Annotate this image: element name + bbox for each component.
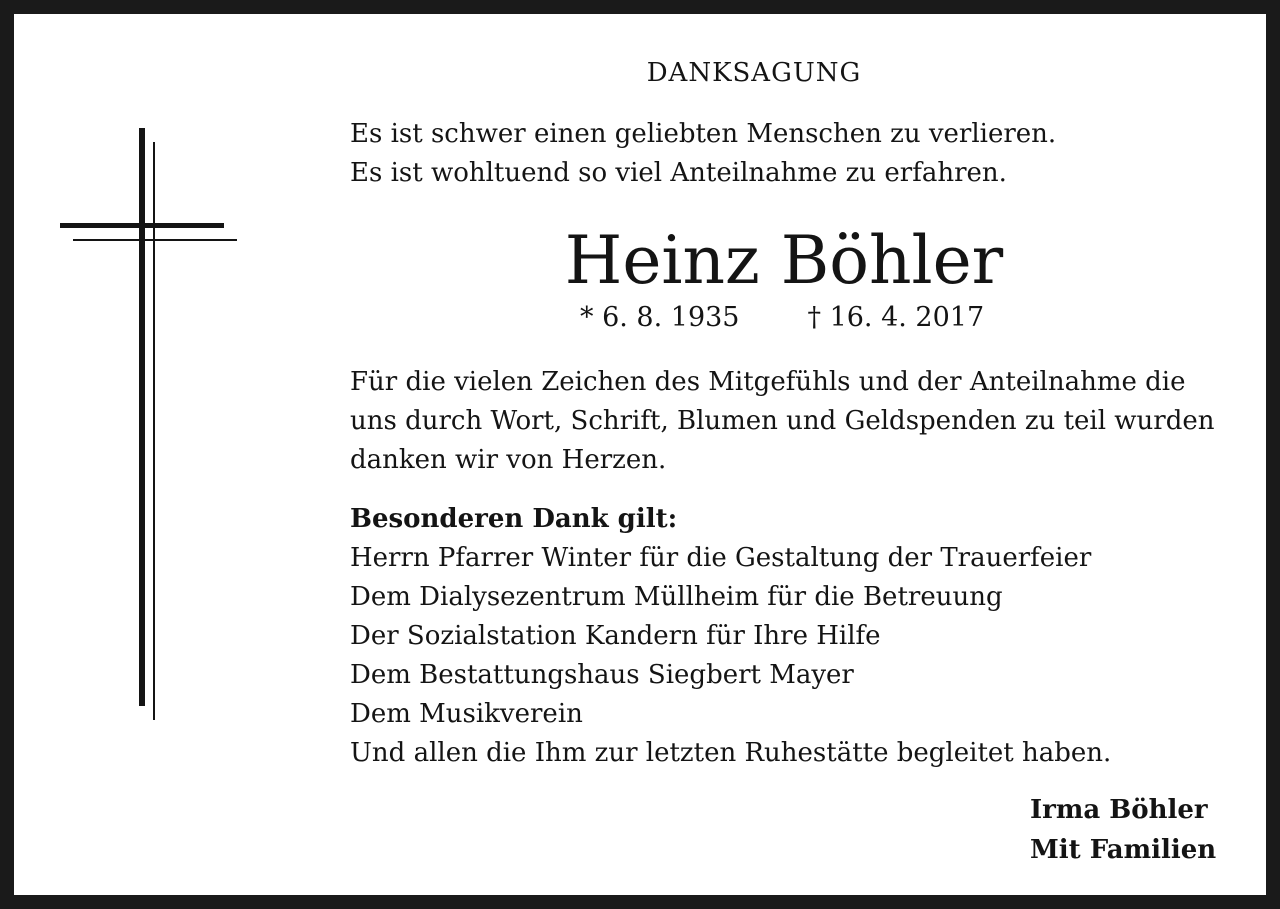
- life-dates: [580, 302, 984, 333]
- cross-vertical-bar: [139, 128, 145, 706]
- intro-line: Es ist wohltuend so viel Anteilnahme zu erfahren.: [350, 158, 1007, 188]
- cross-vertical-shadow-line: [153, 142, 155, 720]
- special-thanks-title: Besonderen Dank gilt:: [350, 504, 678, 534]
- paragraph-line: danken wir von Herzen.: [350, 445, 667, 475]
- obituary-notice: [14, 14, 1266, 895]
- paragraph-line: Für die vielen Zeichen des Mitgefühls und der Anteilnahme die: [350, 367, 1186, 397]
- thanks-item: Der Sozialstation Kandern für Ihre Hilfe: [350, 621, 881, 651]
- cross-horizontal-shadow-line: [73, 239, 237, 241]
- intro-line: Es ist schwer einen geliebten Menschen zu verlieren.: [350, 119, 1057, 149]
- thanks-item: Herrn Pfarrer Winter für die Gestaltung der Trauerfeier: [350, 543, 1092, 573]
- special-thanks: [350, 500, 1230, 773]
- deceased-name: Heinz Böhler: [564, 222, 1004, 299]
- thanks-item: Dem Bestattungshaus Siegbert Mayer: [350, 660, 854, 690]
- thanks-paragraph: [350, 363, 1230, 480]
- notice-heading: DANKSAGUNG: [646, 58, 862, 88]
- birth-date: * 6. 8. 1935: [580, 302, 740, 333]
- paragraph-line: uns durch Wort, Schrift, Blumen und Geldspenden zu teil wurden: [350, 406, 1215, 436]
- thanks-item: Dem Musikverein: [350, 699, 583, 729]
- thanks-item: Und allen die Ihm zur letzten Ruhestätte begleitet haben.: [350, 738, 1112, 768]
- cross-horizontal-bar: [60, 223, 224, 228]
- signature-name: Irma Böhler: [1030, 795, 1208, 825]
- intro-text: [350, 115, 1230, 193]
- signature: [1030, 790, 1216, 870]
- thanks-item: Dem Dialysezentrum Müllheim für die Betreuung: [350, 582, 1003, 612]
- signature-family: Mit Familien: [1030, 835, 1217, 865]
- death-date: † 16. 4. 2017: [807, 302, 985, 333]
